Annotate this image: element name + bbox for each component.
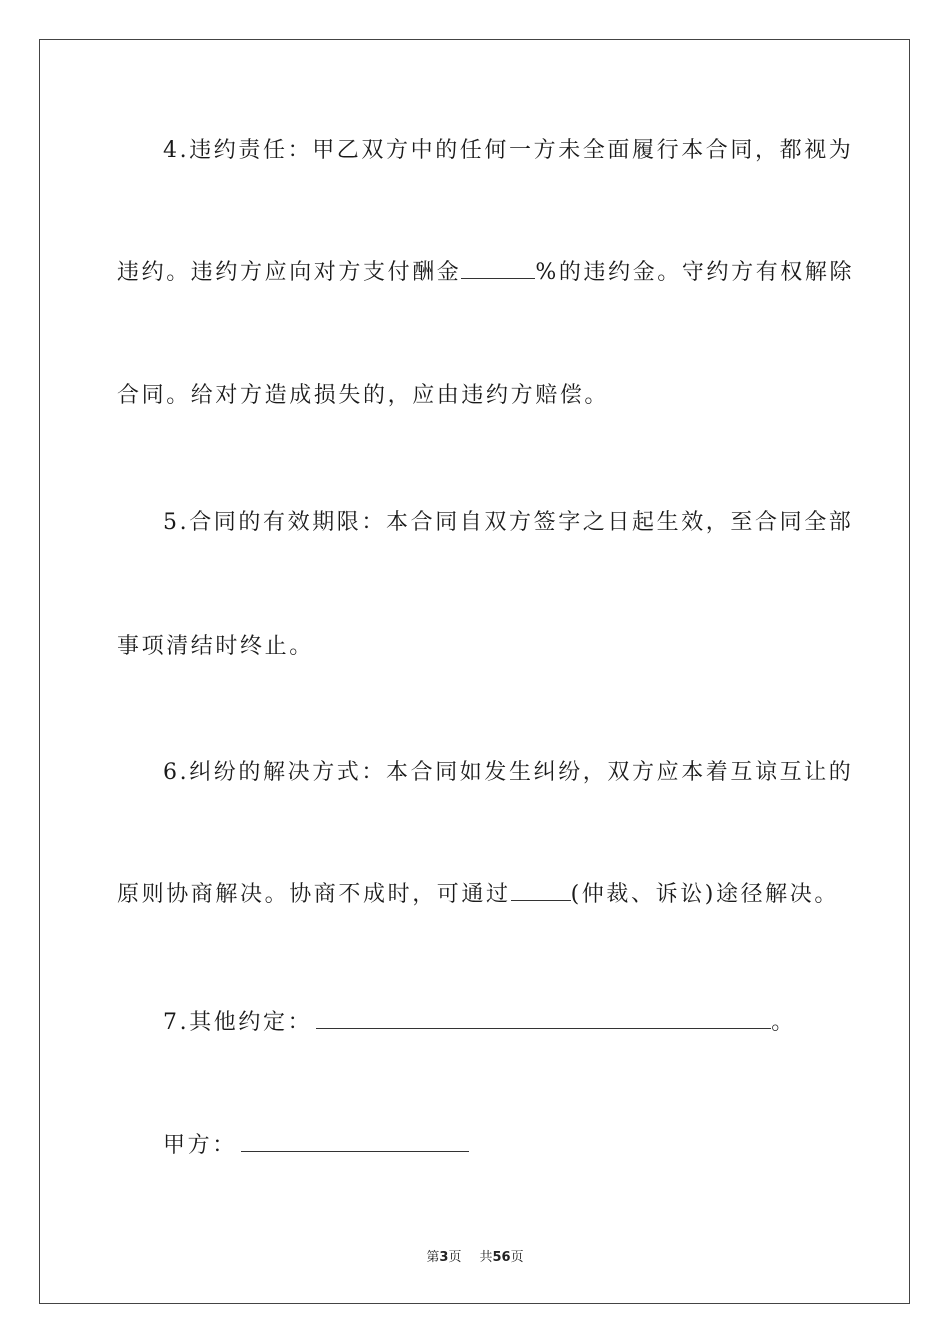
clause-7-end: 。 — [771, 1010, 796, 1035]
clause-6-line-2-text-before: 原则协商解决。协商不成时，可通过 — [117, 882, 511, 907]
footer-page-number: 3 — [439, 1250, 449, 1265]
clause-4-line-2 — [117, 258, 855, 288]
party-a-signature-blank — [241, 1131, 469, 1152]
clause-4-line-2-text-after: %的违约金。守约方有权解除 — [535, 260, 855, 285]
clause-7-label: 7.其他约定： — [163, 1010, 313, 1035]
clause-4-line-2-text-before: 违约。违约方应向对方支付酬金 — [117, 260, 462, 285]
other-terms-blank — [316, 1008, 771, 1029]
footer-page-suffix: 页 — [448, 1250, 462, 1265]
footer-page-prefix: 第 — [426, 1250, 440, 1265]
footer-total-pages: 56 — [492, 1250, 511, 1265]
clause-6-line-1: 6.纠纷的解决方式：本合同如发生纠纷，双方应本着互谅互让的 — [163, 760, 854, 785]
footer-total-suffix: 页 — [510, 1250, 524, 1265]
clause-4-line-1: 4.违约责任：甲乙双方中的任何一方未全面履行本合同，都视为 — [163, 138, 854, 163]
footer-total-prefix: 共 — [479, 1250, 493, 1265]
clause-6-line-2 — [117, 880, 837, 910]
party-a-line — [163, 1131, 883, 1161]
penalty-percentage-blank — [461, 258, 535, 279]
party-a-label: 甲方： — [163, 1133, 237, 1158]
clause-6-line-2-text-after: (仲裁、诉讼)途径解决。 — [570, 882, 839, 907]
page-border — [39, 39, 910, 1304]
clause-5-line-1: 5.合同的有效期限：本合同自双方签字之日起生效，至合同全部 — [163, 510, 854, 535]
page-footer — [0, 1246, 950, 1265]
clause-4-line-3: 合同。给对方造成损失的，应由违约方赔偿。 — [117, 383, 610, 408]
clause-5-line-2: 事项清结时终止。 — [117, 634, 314, 659]
clause-7-line — [163, 1008, 883, 1038]
dispute-route-blank — [511, 880, 571, 901]
